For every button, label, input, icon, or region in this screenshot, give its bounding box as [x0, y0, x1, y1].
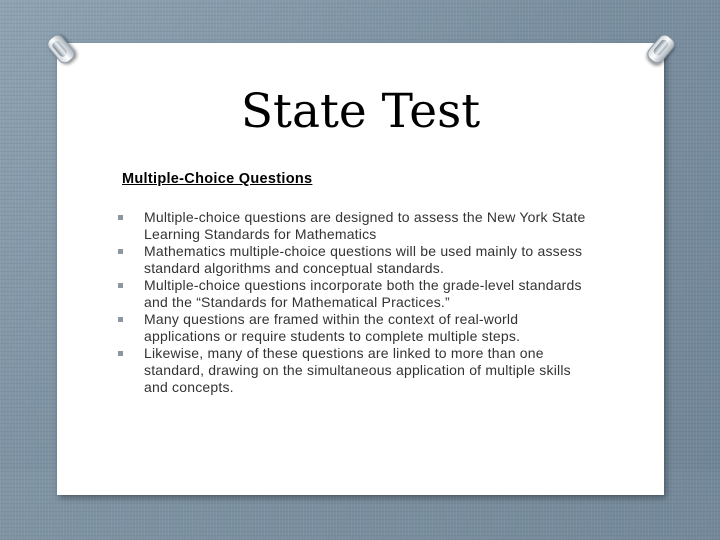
bullet-text: Many questions are framed within the context of real-world applications or require students to complete multiple steps.: [144, 311, 521, 344]
square-bullet-icon: [118, 317, 123, 322]
slide-subtitle: Multiple-Choice Questions: [122, 171, 313, 187]
square-bullet-icon: [118, 283, 123, 288]
square-bullet-icon: [118, 351, 123, 356]
list-item: [118, 243, 598, 277]
list-item: [118, 277, 598, 311]
list-item: [118, 311, 598, 345]
bullet-text: Mathematics multiple-choice questions will be used mainly to assess standard algorithms and conceptual standards.: [144, 243, 583, 276]
bullet-text: Likewise, many of these questions are linked to more than one standard, drawing on the simultaneous application of multiple skills and concepts.: [144, 345, 571, 395]
square-bullet-icon: [118, 215, 123, 220]
slide-title: State Test: [240, 84, 481, 139]
square-bullet-icon: [118, 249, 123, 254]
bullet-text: Multiple-choice questions incorporate both the grade-level standards and the “Standards for Mathematical Practices.”: [144, 277, 582, 310]
list-item: [118, 345, 598, 396]
list-item: [118, 209, 598, 243]
bullet-list: [118, 209, 598, 396]
slide-card: [57, 43, 664, 495]
bullet-text: Multiple-choice questions are designed to assess the New York State Learning Standards for Mathematics: [144, 209, 586, 242]
